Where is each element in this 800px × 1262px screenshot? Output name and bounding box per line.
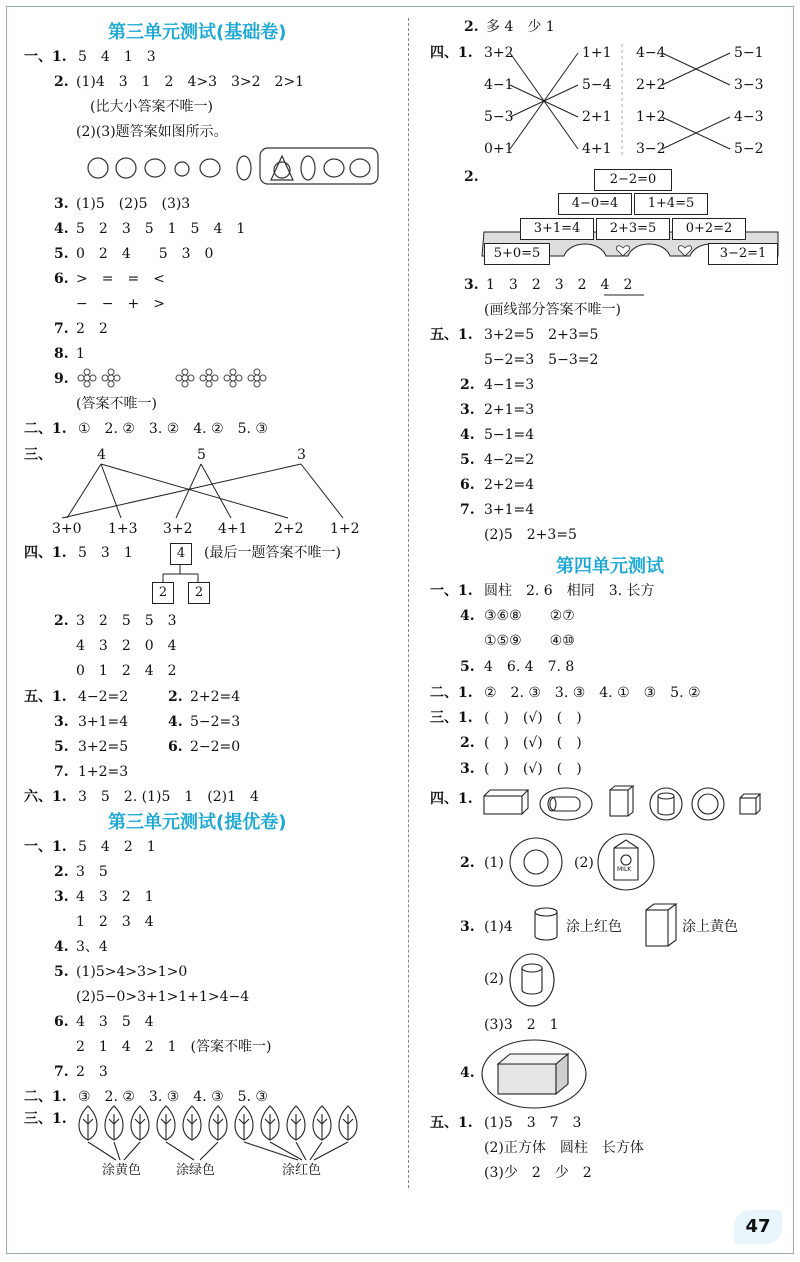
answer-text: 5−2=3 xyxy=(190,714,241,730)
answer-row: 0 1 2 4 2 xyxy=(76,663,177,679)
answer-text: 3+2=5 2+3=5 xyxy=(484,327,599,343)
cuboid-figure xyxy=(644,902,680,950)
item-label: 五、1. xyxy=(24,689,67,705)
answer-text: 3、4 xyxy=(76,939,108,955)
item-label: 3. xyxy=(54,196,69,212)
match-bottom-expression: 1+3 xyxy=(108,521,138,537)
match-left-expression: 2+2 xyxy=(636,77,666,93)
match-bottom-expression: 1+2 xyxy=(330,521,360,537)
item-label: 5. xyxy=(54,739,69,755)
item-label: 2. xyxy=(54,613,69,629)
match-left-expression: 5−3 xyxy=(484,109,514,125)
answer-text: ( ) (√) ( ) xyxy=(484,710,582,726)
match-right-expression: 5−1 xyxy=(734,45,764,61)
answer-text: (2)5−0>3+1>1+1>4−4 xyxy=(76,989,250,1005)
match-bottom-expression: 3+0 xyxy=(52,521,82,537)
answer-text: − − + > xyxy=(76,296,165,312)
page-number: 47 xyxy=(734,1210,782,1244)
answer-text: 4−2=2 xyxy=(484,452,535,468)
cylinder-lying-icon xyxy=(548,797,580,811)
item-label: 4. xyxy=(168,714,183,730)
item-label: 4. xyxy=(460,608,475,624)
section-title-basic: 第三单元测试(基础卷) xyxy=(108,22,287,43)
item-label: 一、1. xyxy=(430,583,473,599)
item-label: 2. xyxy=(54,74,69,90)
answer-text: 多 4 少 1 xyxy=(486,19,555,35)
match-right-expression: 3−3 xyxy=(734,77,764,93)
section-title-advanced: 第三单元测试(提优卷) xyxy=(108,812,287,833)
answer-text: ② 2. ③ 3. ③ 4. ① ③ 5. ② xyxy=(484,685,701,701)
item-label: 2. xyxy=(54,864,69,880)
item-label: 3. xyxy=(54,889,69,905)
answer-text: 1 xyxy=(76,346,85,362)
answer-note: (画线部分答案不唯一) xyxy=(484,302,621,318)
item-label: 二、1. xyxy=(430,685,473,701)
item-label: 3. xyxy=(464,277,479,293)
match-top-number: 3 xyxy=(297,447,306,463)
item-label: 5. xyxy=(460,659,475,675)
match-right-expression: 5−2 xyxy=(734,141,764,157)
pyramid-brick: 2+3=5 xyxy=(596,218,670,240)
item-label: 2. xyxy=(464,19,479,35)
answer-row: 4 3 2 0 4 xyxy=(76,638,177,654)
item-label: 4. xyxy=(54,221,69,237)
answer-text: 3+2=5 xyxy=(78,739,129,755)
milk-carton-icon xyxy=(614,840,638,880)
answer-text: 4−1=3 xyxy=(484,377,535,393)
answer-text: 圆柱 2. 6 相同 3. 长方 xyxy=(484,583,655,599)
cylinder-icon xyxy=(522,964,542,994)
answer-text: 2+2=4 xyxy=(190,689,241,705)
answer-text: 1 2 3 4 xyxy=(76,914,154,930)
answer-text: (1)4 3 1 2 4>3 3>2 2>1 xyxy=(76,74,305,90)
answer-text: 0 2 4 5 3 0 xyxy=(76,246,214,262)
item-label: 五、1. xyxy=(430,1115,473,1131)
cylinder-icon xyxy=(658,793,674,815)
match-left-expression: 3+2 xyxy=(484,45,514,61)
item-label: 三、1. xyxy=(430,710,473,726)
answer-text: (1)5>4>3>1>0 xyxy=(76,964,188,980)
leaf-caption: 涂绿色 xyxy=(176,1163,216,1178)
pyramid-brick: 5+0=5 xyxy=(484,243,550,265)
answer-text: 2+1=3 xyxy=(484,402,535,418)
match-top-number: 5 xyxy=(197,447,206,463)
pyramid-brick: 1+4=5 xyxy=(634,193,708,215)
answer-text: 涂上红色 xyxy=(566,919,622,935)
ball-selection xyxy=(508,836,568,890)
answer-text: 5 3 1 xyxy=(78,545,133,561)
match-bottom-expression: 2+2 xyxy=(274,521,304,537)
answer-text: 2+2=4 xyxy=(484,477,535,493)
item-label: 二、1. xyxy=(24,421,67,437)
item-label: 4. xyxy=(460,427,475,443)
item-label: 5. xyxy=(54,246,69,262)
answer-text: 1+2=3 xyxy=(78,764,129,780)
pyramid-brick: 3−2=1 xyxy=(708,243,778,265)
answer-text: 3+1=4 xyxy=(484,502,535,518)
solids-row xyxy=(480,784,770,824)
item-label: 6. xyxy=(54,1014,69,1030)
answer-text: 4−2=2 xyxy=(78,689,129,705)
match-top-number: 4 xyxy=(97,447,106,463)
answer-note: (最后一题答案不唯一) xyxy=(204,545,341,561)
milk-label-text: MILK xyxy=(617,866,632,873)
match-right-expression: 1+1 xyxy=(582,45,612,61)
cuboid-icon xyxy=(484,790,528,814)
item-label: 三、 xyxy=(24,447,52,463)
item-label: 四、1. xyxy=(430,45,473,61)
answer-text: (1) xyxy=(484,855,504,871)
answer-text: 5−1=4 xyxy=(484,427,535,443)
answer-text: 5 2 3 5 1 5 4 1 xyxy=(76,221,246,237)
item-label: 六、1. xyxy=(24,789,67,805)
cylinder-icon xyxy=(535,908,557,940)
match-left-expression: 0+1 xyxy=(484,141,514,157)
item-label: 7. xyxy=(54,321,69,337)
match-left-expression: 1+2 xyxy=(636,109,666,125)
item-label: 3. xyxy=(54,714,69,730)
item-label: 四、1. xyxy=(24,545,67,561)
match-bottom-expression: 4+1 xyxy=(218,521,248,537)
number-bond-left: 2 xyxy=(152,582,174,604)
answer-text: 3 5 xyxy=(76,864,108,880)
answer-text: (1)5 3 7 3 xyxy=(484,1115,582,1131)
item-label: 2. xyxy=(460,855,475,871)
cube-icon xyxy=(740,794,760,814)
item-label: 3. xyxy=(460,919,475,935)
ball-icon xyxy=(698,794,718,814)
ball-icon xyxy=(524,850,548,874)
match-right-expression: 5−4 xyxy=(582,77,612,93)
item-label: 三、1. xyxy=(24,1111,67,1127)
item-label: 3. xyxy=(460,761,475,777)
answer-text: (1)4 xyxy=(484,919,513,935)
section-title-unit4: 第四单元测试 xyxy=(556,556,664,577)
item-label: 2. xyxy=(464,169,479,185)
answer-text: 5 4 2 1 xyxy=(78,839,156,855)
item-label: 四、1. xyxy=(430,791,473,807)
item-label: 一、1. xyxy=(24,839,67,855)
answer-text: (3)3 2 1 xyxy=(484,1017,559,1033)
answer-text: 1 3 2 3 2 4 2 xyxy=(486,277,633,293)
answer-text: 4 6. 4 7. 8 xyxy=(484,659,575,675)
answer-text: 4 3 2 1 xyxy=(76,889,154,905)
answer-text: (1)5 (2)5 (3)3 xyxy=(76,196,191,212)
answer-text: 2 3 xyxy=(76,1064,108,1080)
cylinder-figure xyxy=(532,906,562,942)
leaf-caption: 涂黄色 xyxy=(102,1163,142,1178)
item-label: 6. xyxy=(54,271,69,287)
answer-text: (2)5 2+3=5 xyxy=(484,527,577,543)
pyramid-brick: 4−0=4 xyxy=(558,193,632,215)
item-label: 7. xyxy=(460,502,475,518)
milk-carton-selection xyxy=(598,832,658,892)
answer-text: 3+1=4 xyxy=(78,714,129,730)
answer-text: ③⑥⑧ ②⑦ xyxy=(484,608,575,624)
answer-text: (2)(3)题答案如图所示。 xyxy=(76,124,228,140)
number-bond-right: 2 xyxy=(188,582,210,604)
item-label: 4. xyxy=(460,1065,475,1081)
leaf-caption: 涂红色 xyxy=(282,1163,322,1178)
item-label: 8. xyxy=(54,346,69,362)
item-label: 6. xyxy=(168,739,183,755)
answer-text: 5−2=3 5−3=2 xyxy=(484,352,599,368)
match-right-expression: 4+1 xyxy=(582,141,612,157)
answer-text: 3 5 2. (1)5 1 (2)1 4 xyxy=(78,789,259,805)
answer-text: (2)正方体 圆柱 长方体 xyxy=(484,1140,644,1156)
item-label: 2. xyxy=(460,735,475,751)
answer-text: ①⑤⑨ ④⑩ xyxy=(484,633,575,649)
selection-circle xyxy=(692,788,724,820)
cuboid-tall-icon xyxy=(646,904,676,946)
match-left-expression: 4−1 xyxy=(484,77,514,93)
item-label: 2. xyxy=(168,689,183,705)
item-label: 2. xyxy=(460,377,475,393)
item-label: 5. xyxy=(54,964,69,980)
cuboid-icon xyxy=(498,1054,568,1094)
answer-text: 5 4 1 3 xyxy=(78,49,156,65)
answer-text: 2−2=0 xyxy=(190,739,241,755)
answer-text: 2 1 4 2 1 (答案不唯一) xyxy=(76,1039,272,1055)
item-label: 五、1. xyxy=(430,327,473,343)
answer-text: > = = < xyxy=(76,271,165,287)
cuboid-tall-icon xyxy=(610,786,633,816)
item-label: 7. xyxy=(54,1064,69,1080)
answer-text: ( ) (√) ( ) xyxy=(484,735,582,751)
pyramid-brick: 3+1=4 xyxy=(520,218,594,240)
item-label: 一、1. xyxy=(24,49,67,65)
cylinder-selection xyxy=(508,952,558,1008)
answer-note: (比大小答案不唯一) xyxy=(90,99,213,115)
answer-text: 4 3 5 4 xyxy=(76,1014,154,1030)
item-label: 4. xyxy=(54,939,69,955)
answer-note: (答案不唯一) xyxy=(76,396,157,412)
answer-text: ① 2. ② 3. ② 4. ② 5. ③ xyxy=(78,421,268,437)
answer-text: 涂上黄色 xyxy=(682,919,738,935)
large-cuboid-selection xyxy=(480,1038,590,1110)
match-left-expression: 4−4 xyxy=(636,45,666,61)
answer-text: ③ 2. ② 3. ③ 4. ③ 5. ③ xyxy=(78,1089,268,1105)
item-label: 5. xyxy=(460,452,475,468)
answer-text: (2) xyxy=(484,971,504,987)
match-right-expression: 4−3 xyxy=(734,109,764,125)
pyramid-brick: 0+2=2 xyxy=(672,218,746,240)
answer-text: (3)少 2 少 2 xyxy=(484,1165,592,1181)
answer-text: (2) xyxy=(574,855,594,871)
match-bottom-expression: 3+2 xyxy=(163,521,193,537)
item-label: 7. xyxy=(54,764,69,780)
number-bond-top: 4 xyxy=(170,543,192,565)
item-label: 3. xyxy=(460,402,475,418)
item-label: 二、1. xyxy=(24,1089,67,1105)
match-left-expression: 3−2 xyxy=(636,141,666,157)
pyramid-brick: 2−2=0 xyxy=(594,169,672,191)
answer-text: ( ) (√) ( ) xyxy=(484,761,582,777)
item-label: 9. xyxy=(54,371,69,387)
item-label: 6. xyxy=(460,477,475,493)
answer-text: 2 2 xyxy=(76,321,108,337)
answer-row: 3 2 5 5 3 xyxy=(76,613,177,629)
match-right-expression: 2+1 xyxy=(582,109,612,125)
